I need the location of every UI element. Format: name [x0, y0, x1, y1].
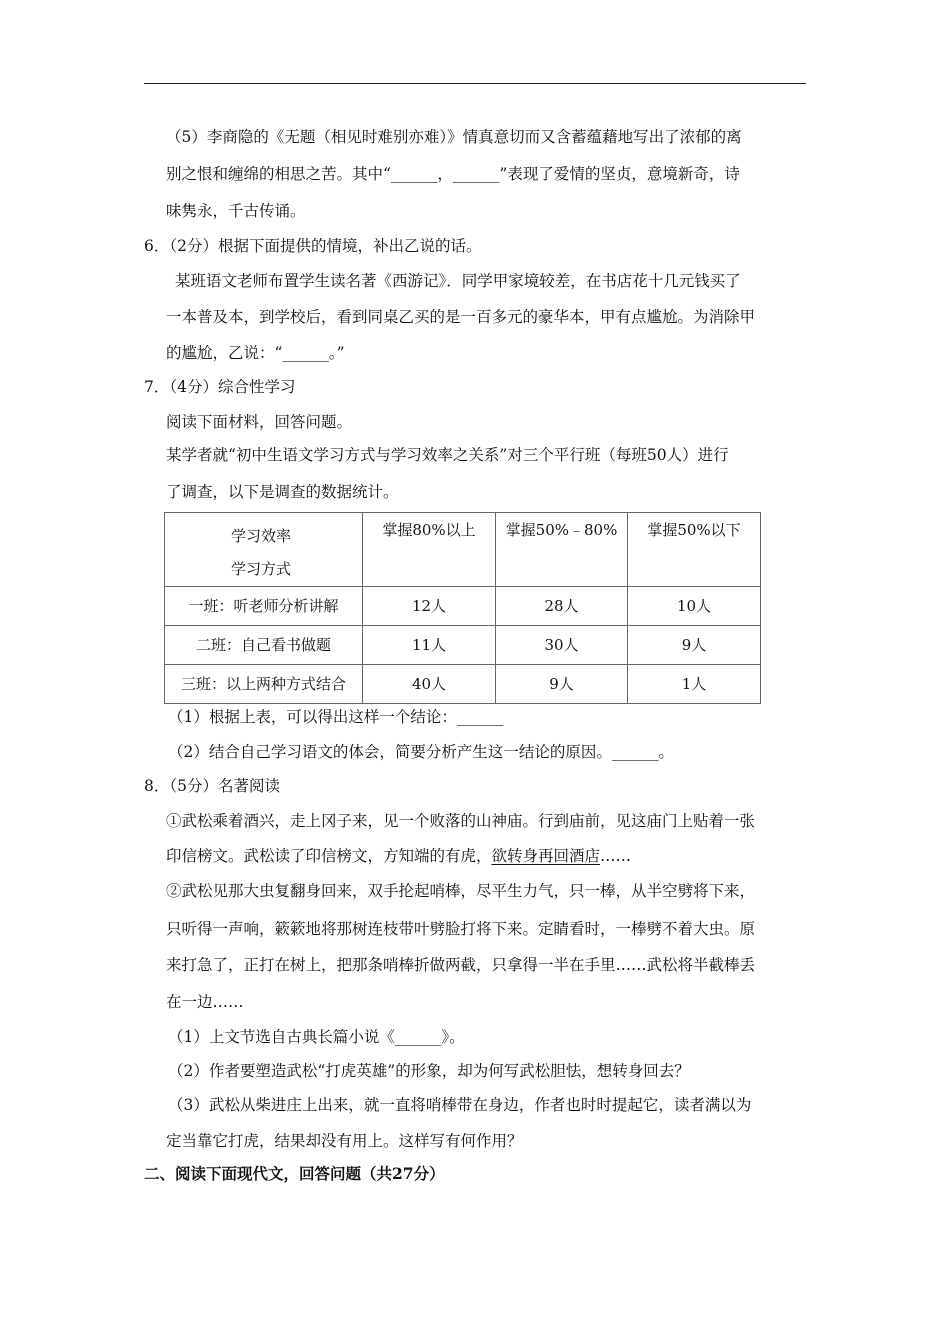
underlined-phrase: 欲转身再回酒店 [491, 847, 601, 865]
table-header-row [165, 513, 761, 587]
q8-sub1: （1）上文节选自古典长篇小说《______》。 [168, 1028, 465, 1046]
q8-p1-line1: ①武松乘着酒兴，走上冈子来，见一个败落的山神庙。行到庙前，见这庙门上贴着一张 [166, 812, 756, 830]
table-cell: 9人 [496, 665, 628, 704]
q8-p1-line2-text: 印信榜文。武松读了印信榜文，方知端的有虎， [166, 847, 492, 865]
column-header: 掌握50%以下 [628, 513, 761, 587]
table-cell: 11人 [363, 626, 496, 665]
column-header: 掌握50%﹣80% [496, 513, 628, 587]
q6-line2: 一本普及本，到学校后，看到同桌乙买的是一百多元的豪华本，甲有点尴尬。为消除甲 [166, 308, 756, 326]
table-corner-cell [165, 513, 363, 587]
survey-table [164, 512, 761, 704]
table-cell: 30人 [496, 626, 628, 665]
q7-heading: 7．（4分）综合性学习 [144, 378, 296, 396]
section-heading: 二、阅读下面现代文，回答问题（共27分） [144, 1164, 445, 1183]
q8-p2-line4: 在一边…… [166, 993, 244, 1011]
table-cell: 40人 [363, 665, 496, 704]
q6-line3: 的尴尬，乙说：“______。” [166, 344, 345, 362]
q8-heading: 8．（5分）名著阅读 [144, 777, 280, 795]
q8-sub2: （2）作者要塑造武松“打虎英雄”的形象，却为何写武松胆怯，想转身回去？ [168, 1062, 690, 1080]
table-cell: 1人 [628, 665, 761, 704]
q8-sub3-line1: （3）武松从柴进庄上出来，就一直将哨棒带在身边，作者也时时提起它，读者满以为 [168, 1096, 752, 1114]
q7-intro2: 某学者就“初中生语文学习方式与学习效率之关系”对三个平行班（每班50人）进行 [166, 446, 729, 464]
q8-sub3-line2: 定当靠它打虎，结果却没有用上。这样写有何作用？ [166, 1132, 523, 1150]
table-cell: 28人 [496, 587, 628, 626]
q5-5-line2: 别之恨和缠绵的相思之苦。其中“______，______”表现了爱情的坚贞，意境新奇，诗 [166, 165, 740, 183]
q7-sub1: （1）根据上表，可以得出这样一个结论：______ [168, 708, 504, 726]
q7-sub2: （2）结合自己学习语文的体会，简要分析产生这一结论的原因。______。 [168, 743, 674, 761]
q5-5-line3: 味隽永，千古传诵。 [166, 202, 306, 220]
table-cell: 10人 [628, 587, 761, 626]
row-label: 二班：自己看书做题 [165, 626, 363, 665]
q7-intro1: 阅读下面材料，回答问题。 [166, 413, 353, 431]
row-label: 一班：听老师分析讲解 [165, 587, 363, 626]
header-rule [144, 83, 806, 84]
table-row [165, 665, 761, 704]
row-label: 三班：以上两种方式结合 [165, 665, 363, 704]
q6-heading: 6．（2分）根据下面提供的情境，补出乙说的话。 [144, 237, 482, 255]
q8-p1-line2 [166, 846, 631, 866]
table-row [165, 626, 761, 665]
column-header: 掌握80%以上 [363, 513, 496, 587]
table-cell: 9人 [628, 626, 761, 665]
corner-top-label: 学习效率 [231, 527, 292, 545]
q6-line1: 某班语文老师布置学生读名著《西游记》．同学甲家境较差，在书店花十几元钱买了 [175, 272, 741, 290]
corner-bottom-label: 学习方式 [231, 560, 292, 578]
q5-5-line1: （5）李商隐的《无题（相见时难别亦难）》情真意切而又含蓄蕴藉地写出了浓郁的离 [166, 128, 742, 146]
q8-p2-line1: ②武松见那大虫复翻身回来，双手抡起哨棒，尽平生力气，只一棒，从半空劈将下来， [166, 882, 756, 900]
q8-p1-line2-ellipsis: …… [600, 847, 632, 865]
table-cell: 12人 [363, 587, 496, 626]
q8-p2-line3: 来打急了，正打在树上，把那条哨棒折做两截，只拿得一半在手里……武松将半截棒丢 [166, 956, 756, 974]
table-row [165, 587, 761, 626]
q7-intro3: 了调查，以下是调查的数据统计。 [166, 483, 399, 501]
q8-p2-line2: 只听得一声响，簌簌地将那树连枝带叶劈脸打将下来。定睛看时，一棒劈不着大虫。原 [166, 920, 756, 938]
